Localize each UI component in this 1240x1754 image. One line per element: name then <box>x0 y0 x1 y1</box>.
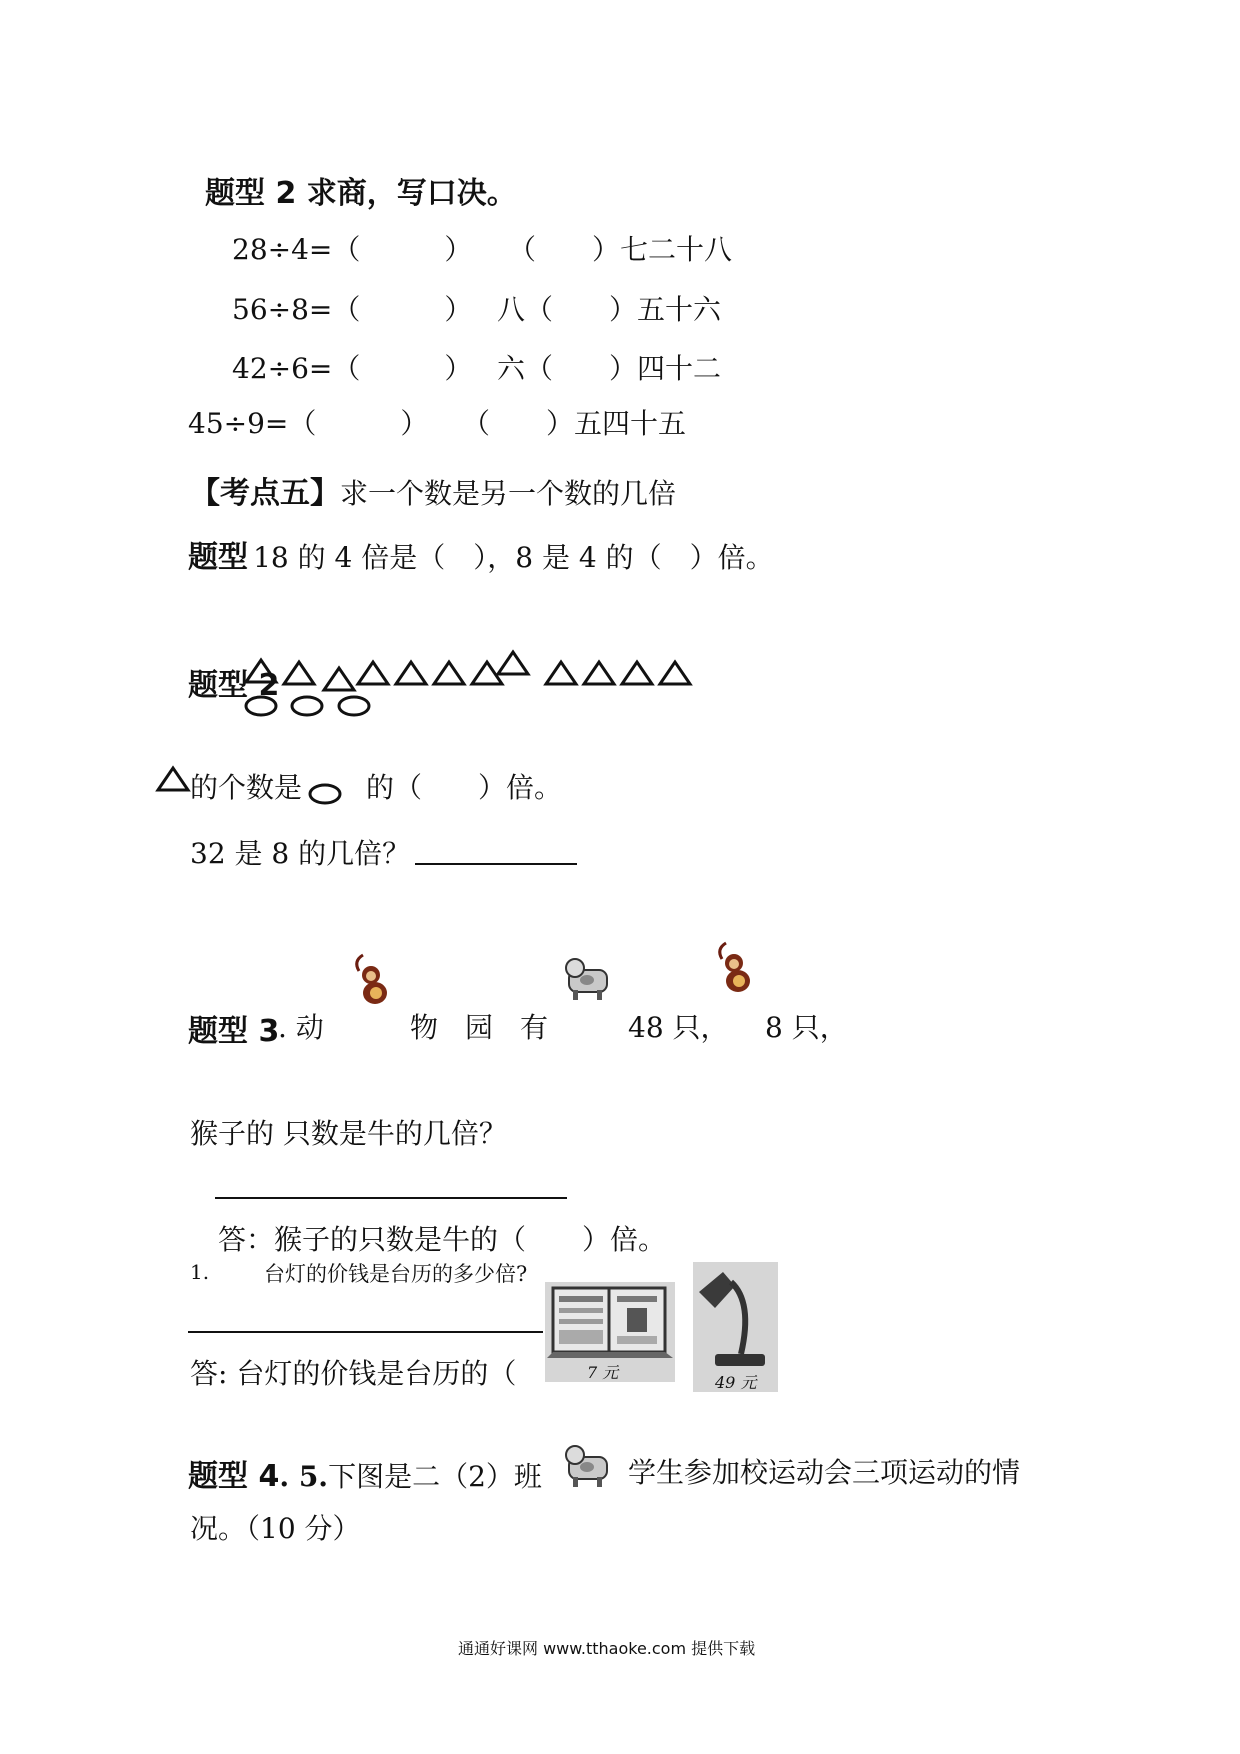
rhyme-row-4: （ ）五四十五 <box>462 407 687 440</box>
tixing4-line <box>188 1451 542 1495</box>
lamp-question-text: 台灯的价钱是台历的多少倍? <box>264 1262 528 1286</box>
tixing3-answer: 答：猴子的只数是牛的（ ）倍。 <box>218 1223 667 1256</box>
page-footer: 通通好课网 www.tthaoke.com 提供下载 <box>458 1639 756 1658</box>
cow-icon <box>566 1446 607 1487</box>
tixing3-label: 题型 3 <box>188 1014 280 1049</box>
tixing4-text-b: 学生参加校运动会三项运动的情 <box>628 1456 1021 1489</box>
tixing3-word-3: 园 <box>465 1011 494 1044</box>
answer-line-3 <box>188 1331 543 1333</box>
tixing4-number: . 5. <box>279 1460 329 1493</box>
rhyme-row-3: 六（ ）四十二 <box>497 352 722 385</box>
rhyme-row-2: 八（ ）五十六 <box>497 293 722 326</box>
answer-line-2 <box>215 1197 567 1199</box>
tixing2-label: 题型 2 <box>188 668 280 703</box>
cow-icon <box>566 959 607 1000</box>
tixing4-label: 题型 4 <box>188 1459 280 1494</box>
calendar-image <box>545 1282 675 1382</box>
tixing2-q1-b: 的（ ）倍。 <box>366 771 563 804</box>
division-row-1: 28÷4=（ ） <box>232 233 473 266</box>
tixing3-word-2: 物 <box>410 1011 439 1044</box>
lamp-question-number: 1. <box>190 1260 210 1284</box>
lamp-price: 49 元 <box>715 1373 757 1392</box>
division-row-4: 45÷9=（ ） <box>188 407 429 440</box>
tixing1-label: 题型 <box>188 540 248 575</box>
section2-title: 题型 2 求商，写口决。 <box>205 176 517 211</box>
tixing3-word-4: 有 <box>520 1011 549 1044</box>
tixing3-count-2: 8 只， <box>765 1011 848 1044</box>
tixing3-word-1: . 动 <box>278 1011 324 1044</box>
lamp-image <box>693 1262 778 1392</box>
tixing2-q1-a: 的个数是 <box>190 771 303 804</box>
kaodian5-text: 求一个数是另一个数的几倍 <box>340 477 677 510</box>
rhyme-row-1: （ ）七二十八 <box>508 233 733 266</box>
tixing2-q2: 32 是 8 的几倍？ <box>190 837 411 870</box>
calendar-price: 7 元 <box>587 1363 619 1382</box>
monkey-icon <box>357 955 387 1004</box>
tixing3-question: 猴子的 只数是牛的几倍？ <box>190 1117 507 1150</box>
tixing1-text: 18 的 4 倍是（ ），8 是 4 的（ ）倍。 <box>253 541 774 574</box>
tixing4-text-a: 下图是二（2）班 <box>328 1460 542 1493</box>
tixing3-count-1: 48 只， <box>628 1011 729 1044</box>
monkey-icon <box>720 943 750 992</box>
kaodian5-bracket: 【考点五】 <box>190 476 340 511</box>
division-row-3: 42÷6=（ ） <box>232 352 473 385</box>
tixing4-text-c: 况。（10 分） <box>190 1512 361 1545</box>
lamp-answer: 答: 台灯的价钱是台历的（ <box>190 1357 517 1390</box>
division-row-2: 56÷8=（ ） <box>232 293 473 326</box>
